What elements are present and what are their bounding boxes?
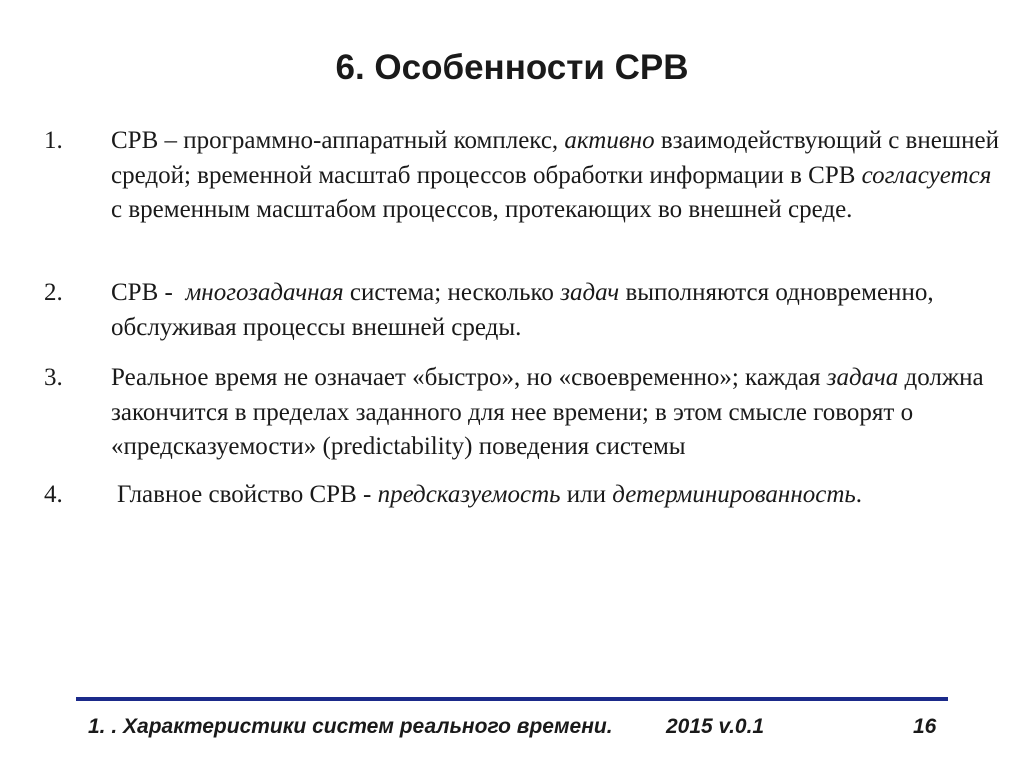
text-segment-italic: детерминированность bbox=[612, 481, 856, 508]
list-item-number: 3. bbox=[44, 364, 63, 391]
text-segment-italic: предсказуемость bbox=[377, 481, 561, 508]
text-segment: или bbox=[560, 481, 613, 508]
text-segment: выполняются одновременно, обслуживая процессы внешней среды. bbox=[111, 279, 934, 341]
list-item-text bbox=[117, 478, 1007, 513]
text-segment-italic: задач bbox=[560, 279, 620, 306]
text-segment: Главное свойство СРВ - bbox=[117, 481, 378, 508]
list-item-text bbox=[111, 276, 1001, 345]
text-segment-italic: согласуется bbox=[861, 161, 992, 189]
text-segment-italic: задача bbox=[826, 364, 899, 391]
text-segment: взаимодействующий с внешней средой; временной масштаб процессов обработки информации в СРВ bbox=[111, 127, 999, 189]
text-segment-italic: активно bbox=[564, 127, 655, 154]
footer-divider bbox=[76, 697, 948, 701]
list-item-text bbox=[111, 124, 1001, 228]
text-segment: система; несколько bbox=[343, 279, 561, 306]
slide-title: 6. Особенности СРВ bbox=[335, 48, 689, 87]
text-segment: с временным масштабом процессов, протекающих во внешней среде. bbox=[111, 196, 853, 223]
text-segment: . bbox=[855, 481, 862, 508]
text-segment: Реальное время не означает «быстро», но «своевременно»; каждая bbox=[111, 364, 827, 391]
text-segment: СРВ – программно-аппаратный комплекс, bbox=[111, 127, 565, 154]
footer-page-number: 16 bbox=[913, 715, 937, 738]
footer-version: 2015 v.0.1 bbox=[666, 715, 765, 738]
list-item-number: 4. bbox=[44, 481, 63, 508]
list-item-number: 2. bbox=[44, 279, 63, 306]
text-segment-italic: многозадачная bbox=[185, 279, 344, 306]
list-item-text bbox=[111, 361, 1001, 465]
text-segment: СРВ - bbox=[111, 279, 186, 306]
text-segment: должна закончится в пределах заданного для нее времени; в этом смысле говорят о «предсказуемости» (predictability) поведения системы bbox=[111, 364, 984, 460]
footer-course-title: 1. . Характеристики систем реального времени. bbox=[88, 715, 613, 738]
list-item-number: 1. bbox=[44, 127, 63, 154]
